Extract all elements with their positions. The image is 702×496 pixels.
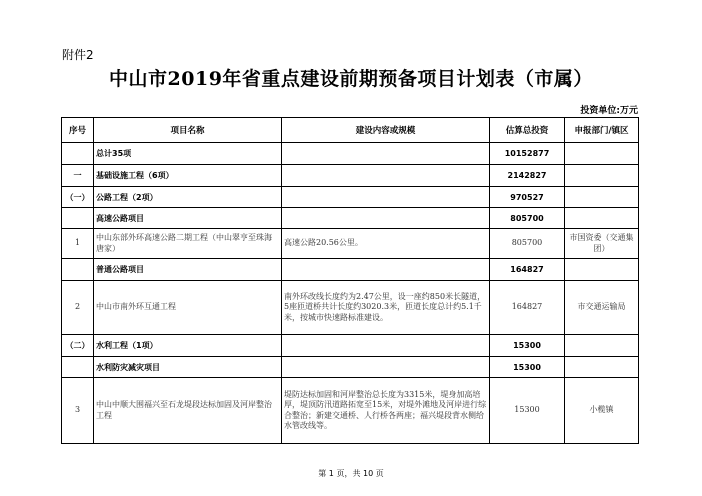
cell-name: 中山中顺大围福兴至石龙堤段达标加固及河岸整治工程: [94, 378, 282, 444]
document-title: 中山市2019年省重点建设前期预备项目计划表（市属）: [109, 68, 593, 90]
header-content: 建设内容或规模: [282, 118, 490, 143]
cell-invest: 2142827: [490, 165, 565, 187]
cell-content: 堤防达标加固和河岸整治总长度为3315米，堤身加高培厚，堤顶防汛道路拓宽至15米，对堤外滩地及河岸进行综合整治；新建交通桥、人行桥各两座；福兴堤段背水侧给水管改线等。: [282, 378, 490, 444]
cell-name: 公路工程（2项）: [94, 187, 282, 208]
cell-content: 高速公路20.56公里。: [282, 229, 490, 259]
cell-content: [282, 208, 490, 229]
table-row: [62, 208, 639, 229]
cell-dept: 小榄镇: [565, 378, 639, 444]
table-row: [62, 357, 639, 378]
cell-no: 一: [62, 165, 94, 187]
cell-invest: 805700: [490, 229, 565, 259]
cell-dept: [565, 259, 639, 281]
cell-invest: 970527: [490, 187, 565, 208]
cell-content: [282, 357, 490, 378]
attachment-label: 附件2: [62, 48, 94, 62]
cell-dept: 市国资委（交通集团）: [565, 229, 639, 259]
cell-invest: 805700: [490, 208, 565, 229]
cell-name: 总计35项: [94, 143, 282, 165]
table-row: [62, 378, 639, 444]
cell-dept: [565, 208, 639, 229]
cell-dept: [565, 187, 639, 208]
cell-name: 水利工程（1项）: [94, 335, 282, 357]
table-row: [62, 143, 639, 165]
cell-dept: 市交通运输局: [565, 281, 639, 335]
project-table: [61, 117, 639, 444]
cell-content: [282, 187, 490, 208]
cell-dept: [565, 165, 639, 187]
header-name: 项目名称: [94, 118, 282, 143]
cell-content: [282, 259, 490, 281]
cell-name: 高速公路项目: [94, 208, 282, 229]
cell-invest: 15300: [490, 335, 565, 357]
cell-no: 3: [62, 378, 94, 444]
table-row: [62, 335, 639, 357]
table-row: [62, 229, 639, 259]
cell-name: 中山东部外环高速公路二期工程（中山翠亨至珠海唐家）: [94, 229, 282, 259]
table-row: [62, 165, 639, 187]
cell-content: [282, 143, 490, 165]
header-dept: 申报部门/镇区: [565, 118, 639, 143]
investment-unit: 投资单位:万元: [580, 106, 638, 116]
cell-no: （一）: [62, 187, 94, 208]
cell-no: [62, 357, 94, 378]
table-row: [62, 281, 639, 335]
cell-dept: [565, 335, 639, 357]
cell-content: 南外环改线长度约为2.47公里，设一座约850米长隧道，5座匝道桥共计长度约3020.3米，匝道长度总计约5.1千米，按城市快速路标准建设。: [282, 281, 490, 335]
header-no: 序号: [62, 118, 94, 143]
cell-content: [282, 165, 490, 187]
table-row: [62, 259, 639, 281]
cell-dept: [565, 357, 639, 378]
cell-no: [62, 259, 94, 281]
cell-name: 基础设施工程（6项）: [94, 165, 282, 187]
cell-no: （二）: [62, 335, 94, 357]
cell-name: 水利防灾减灾项目: [94, 357, 282, 378]
cell-no: [62, 143, 94, 165]
cell-dept: [565, 143, 639, 165]
cell-no: 1: [62, 229, 94, 259]
page-footer: 第 1 页，共 10 页: [318, 469, 384, 478]
cell-invest: 10152877: [490, 143, 565, 165]
cell-invest: 15300: [490, 357, 565, 378]
table-header-row: [62, 118, 639, 143]
cell-invest: 164827: [490, 281, 565, 335]
cell-name: 中山市南外环互通工程: [94, 281, 282, 335]
cell-no: 2: [62, 281, 94, 335]
cell-name: 普通公路项目: [94, 259, 282, 281]
header-invest: 估算总投资: [490, 118, 565, 143]
cell-no: [62, 208, 94, 229]
cell-invest: 164827: [490, 259, 565, 281]
cell-content: [282, 335, 490, 357]
table-row: [62, 187, 639, 208]
cell-invest: 15300: [490, 378, 565, 444]
